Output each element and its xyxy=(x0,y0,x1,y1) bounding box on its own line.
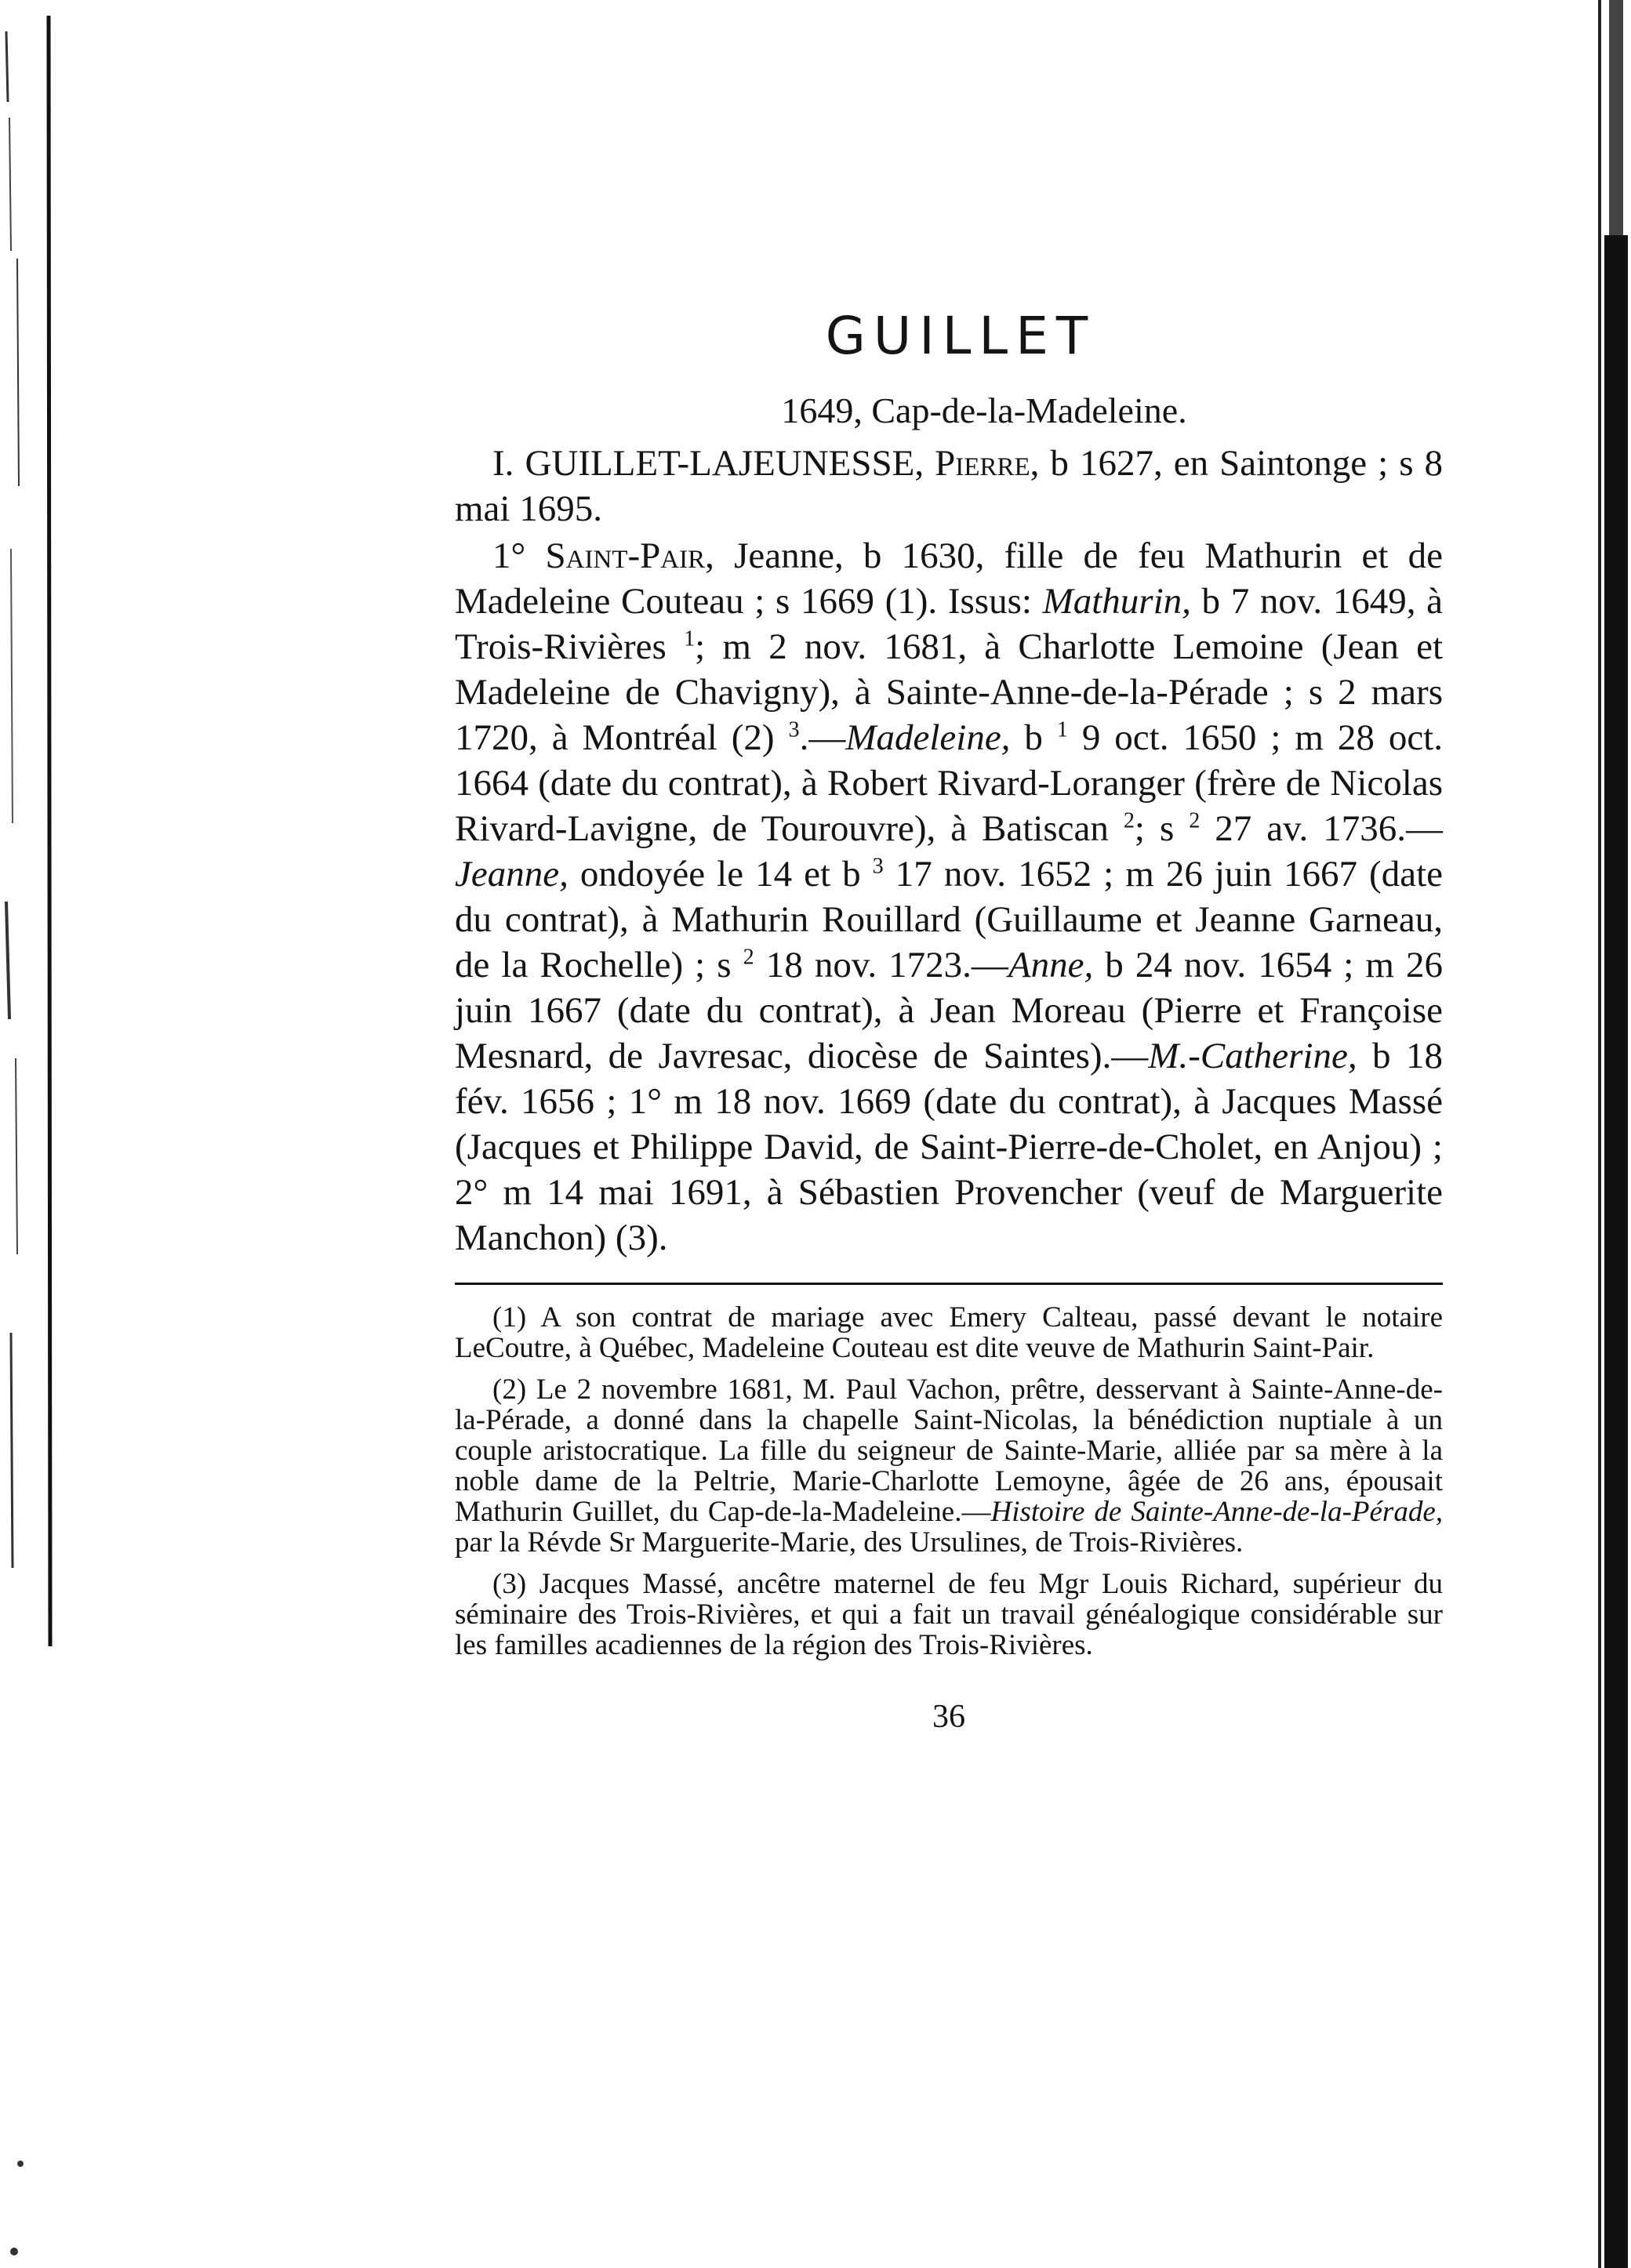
text-segment: 18 nov. 1723.— xyxy=(754,945,1008,985)
text-segment: ondoyée le 14 et b xyxy=(568,854,873,894)
page-content xyxy=(455,306,1443,1736)
entry-head xyxy=(455,441,1443,532)
text-segment: 9 oct. 1650 ; m 28 oct. 1664 (date du contrat), à Robert Rivard-Loranger (frère de Nicolas Rivard-Lavigne, de Tourouvre), à Batiscan xyxy=(455,717,1443,849)
footnote-divider xyxy=(455,1283,1443,1285)
page-title: GUILLET xyxy=(825,306,1096,366)
reference-mark: 3 xyxy=(788,717,800,742)
text-segment: 17 nov. 1652 ; m 26 juin 1667 (date du contrat), à Mathurin Rouillard (Guillaume et Jeanne Garneau, de la Rochelle) ; s xyxy=(455,854,1443,985)
text-segment: b 18 fév. 1656 ; 1° m 18 nov. 1669 (date du contrat), à Jacques Massé (Jacques et Philippe David, de Saint-Pierre-de-Cholet, en Anjou) ; 2° m 14 mai 1691, à Sébastien Provencher (veuf de Marguerite Manchon) (3). xyxy=(455,1036,1444,1258)
text-segment: ; s xyxy=(1134,808,1190,849)
reference-mark: 1 xyxy=(684,626,696,651)
text-segment: Jeanne, b 1630, fille de feu Mathurin et de Madeleine Couteau ; s 1669 (1). Issus: xyxy=(455,535,1444,622)
footnote-text: (2) Le 2 novembre 1681, M. Paul Vachon, prêtre, desservant à Sainte-Anne-de-la-Pérade, a donné dans la chapelle Saint-Nicolas, la bénédiction nuptiale à un couple aristocratique. La fille du seigneur de Sainte-Marie, alliée par sa mère à la noble dame de la Peltrie, Marie-Charlotte Lemoyne, âgée de 26 ans, épousait Mathurin Guillet, du Cap-de-la-Madeleine.— xyxy=(455,1374,1443,1528)
text-segment: b 24 nov. 1654 ; m 26 juin 1667 (date du contrat), à Jean Moreau (Pierre et Françoise Mesnard, de Javresac, diocèse de Saintes).— xyxy=(455,945,1444,1076)
text-segment: b 7 nov. 1649, à Trois-Rivières xyxy=(455,581,1443,667)
footnote-2 xyxy=(455,1374,1443,1558)
page-subtitle: 1649, Cap-de-la-Madeleine. xyxy=(781,390,1187,430)
marriage-ordinal: 1° xyxy=(492,535,546,576)
spouse-name: Saint-Pair, xyxy=(545,535,714,576)
child-name: Mathurin, xyxy=(1042,581,1191,622)
entry-numeral: I. xyxy=(492,443,514,484)
text-segment: .— xyxy=(799,717,846,758)
footnote-source-title: Histoire de Sainte-Anne-de-la-Pérade, xyxy=(990,1496,1443,1528)
reference-mark: 2 xyxy=(743,945,754,970)
entry-surname: GUILLET-LAJEUNESSE, xyxy=(525,443,924,484)
text-segment: ; m 2 nov. 1681, à Charlotte Lemoine (Jean et Madeleine de Chavigny), à Sainte-Anne-de-la-Pérade ; s 2 mars 1720, à Montréal (2) xyxy=(455,626,1444,758)
text-segment: b xyxy=(1010,717,1057,758)
reference-mark: 2 xyxy=(1189,808,1201,833)
child-name: M.-Catherine, xyxy=(1148,1036,1357,1076)
entry-birth-burial: b 1627, en Saintonge ; s 8 mai 1695. xyxy=(455,443,1444,529)
reference-mark: 1 xyxy=(1056,717,1068,742)
child-name: Jeanne, xyxy=(455,854,568,894)
child-name: Anne, xyxy=(1008,945,1094,985)
entry-given-name: Pierre, xyxy=(935,443,1040,484)
scan-edge-right xyxy=(1598,0,1631,2268)
page-number: 36 xyxy=(932,1699,965,1735)
child-name: Madeleine, xyxy=(845,717,1011,758)
footnote-1: (1) A son contrat de mariage avec Emery Calteau, passé devant le notaire LeCoutre, à Québec, Madeleine Couteau est dite veuve de Mathurin Saint-Pair. xyxy=(455,1301,1443,1364)
scan-edge-left xyxy=(0,0,71,2268)
reference-mark: 2 xyxy=(1123,808,1135,833)
footnote-text: par la Révde Sr Marguerite-Marie, des Ursulines, de Trois-Rivières. xyxy=(455,1526,1244,1559)
footnote-3: (3) Jacques Massé, ancêtre maternel de feu Mgr Louis Richard, supérieur du séminaire des Trois-Rivières, et qui a fait un travail généalogique considérable sur les familles acadiennes de la région des Trois-Rivières. xyxy=(455,1568,1443,1661)
marriage-paragraph xyxy=(455,533,1443,1261)
reference-mark: 3 xyxy=(872,854,884,879)
text-segment: 27 av. 1736.— xyxy=(1200,808,1443,849)
